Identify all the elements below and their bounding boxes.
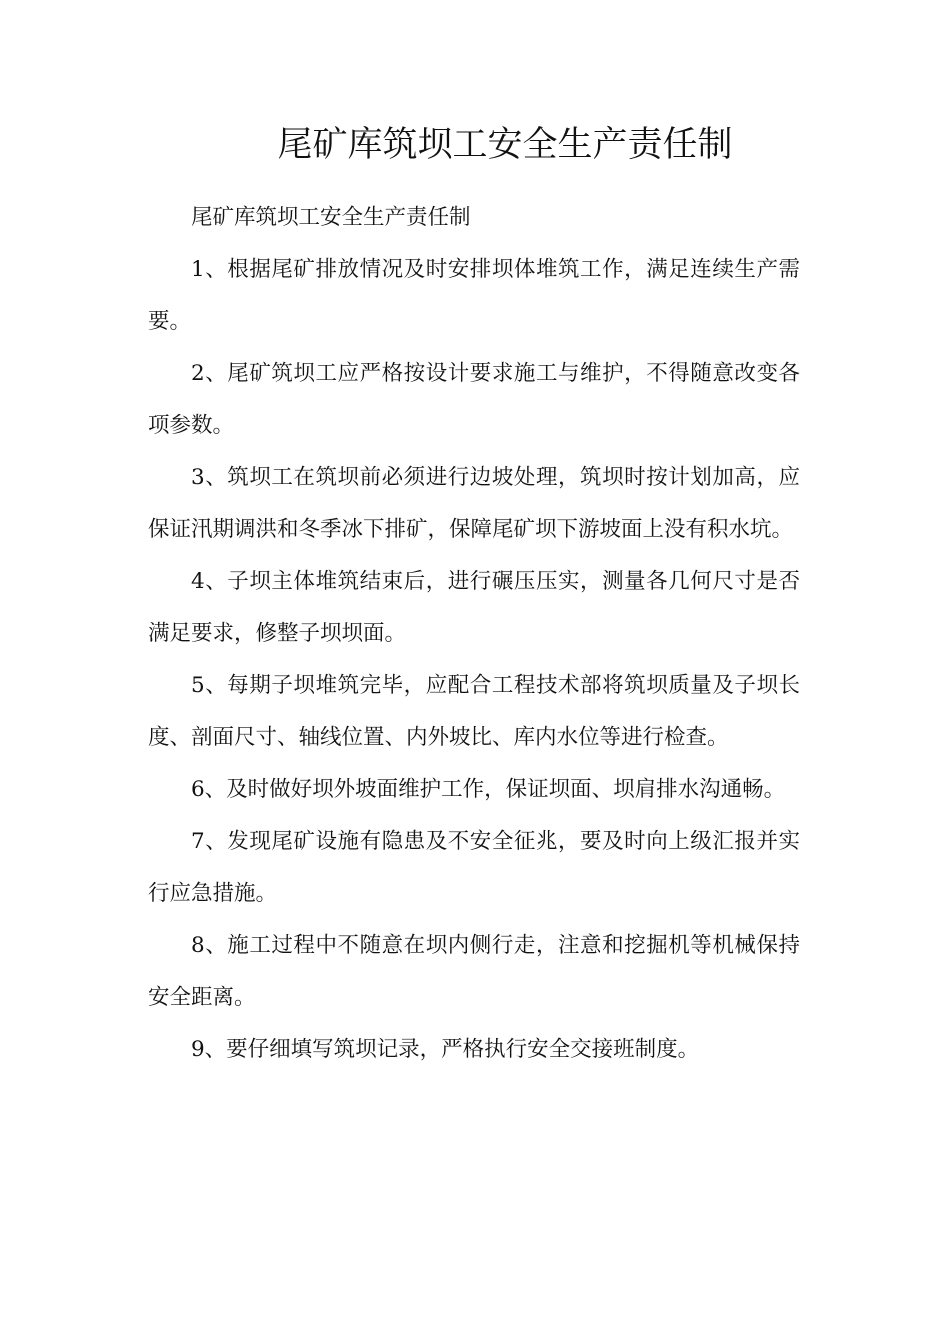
clause-5: 5、每期子坝堆筑完毕，应配合工程技术部将筑坝质量及子坝长度、剖面尺寸、轴线位置、内外坡比、库内水位等进行检查。 [148,673,800,750]
clause-7: 7、发现尾矿设施有隐患及不安全征兆，要及时向上级汇报并实行应急措施。 [148,829,800,906]
clause-3: 3、筑坝工在筑坝前必须进行边坡处理，筑坝时按计划加高，应保证汛期调洪和冬季冰下排矿，保障尾矿坝下游坡面上没有积水坑。 [148,465,800,542]
document-body [148,192,800,1076]
clause-4: 4、子坝主体堆筑结束后，进行碾压压实，测量各几何尺寸是否满足要求，修整子坝坝面。 [148,569,800,646]
clause-1: 1、根据尾矿排放情况及时安排坝体堆筑工作，满足连续生产需要。 [148,257,800,334]
clause-8: 8、施工过程中不随意在坝内侧行走，注意和挖掘机等机械保持安全距离。 [148,933,800,1010]
document-title: 尾矿库筑坝工安全生产责任制 [277,125,733,165]
clause-9: 9、要仔细填写筑坝记录，严格执行安全交接班制度。 [191,1037,700,1062]
clause-6: 6、及时做好坝外坡面维护工作，保证坝面、坝肩排水沟通畅。 [191,777,786,802]
clause-2: 2、尾矿筑坝工应严格按设计要求施工与维护，不得随意改变各项参数。 [148,361,800,438]
document-subtitle: 尾矿库筑坝工安全生产责任制 [191,205,471,230]
